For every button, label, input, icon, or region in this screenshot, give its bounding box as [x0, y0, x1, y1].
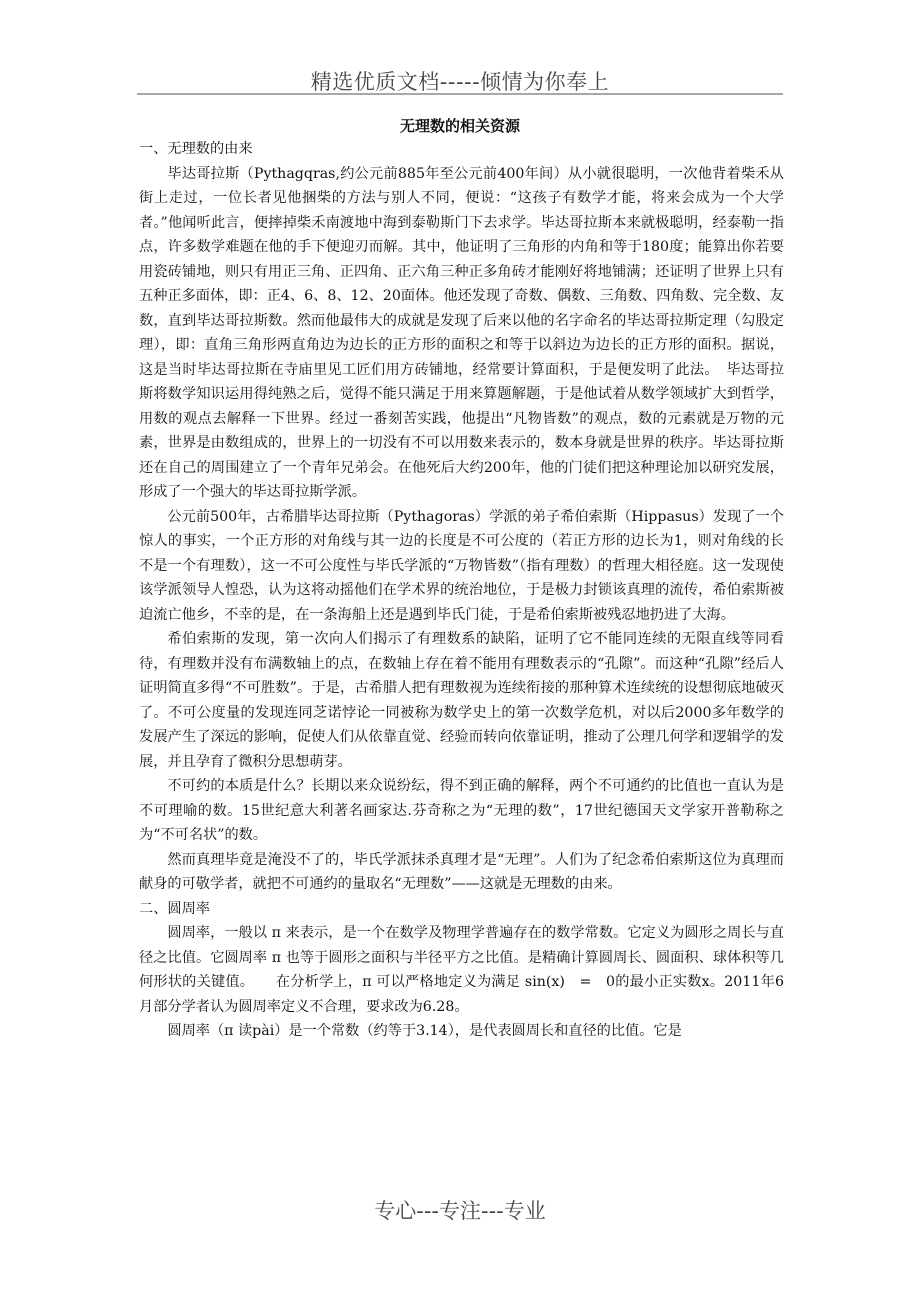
- paragraph: 希伯索斯的发现，第一次向人们揭示了有理数系的缺陷，证明了它不能同连续的无限直线等同看待，有理数并没有布满数轴上的点，在数轴上存在着不能用有理数表示的“孔隙”。而这种“孔隙”经后人证明简直多得“不可胜数”。于是，古希腊人把有理数视为连续衔接的那种算术连续统的设想彻底地破灭了。不可公度量的发现连同芝诺悖论一同被称为数学史上的第一次数学危机，对以后2000多年数学的发展产生了深远的影响，促使人们从依靠直觉、经验而转向依靠证明，推动了公理几何学和逻辑学的发展，并且孕育了微积分思想萌芽。: [139, 631, 784, 770]
- section-heading-origin: 一、无理数的由来: [139, 141, 253, 157]
- header-divider: [137, 93, 783, 95]
- page-footer: 专心---专注---专业: [374, 1199, 546, 1223]
- section-heading-pi: 二、圆周率: [139, 900, 210, 917]
- document-body: [139, 137, 784, 1044]
- paragraph: 公元前500年，古希腊毕达哥拉斯（Pythagoras）学派的弟子希伯索斯（Hippasus）发现了一个惊人的事实，一个正方形的对角线与其一边的长度是不可公度的（若正方形的边长为1，则对角线的长不是一个有理数），这一不可公度性与毕氏学派的“万物皆数”（指有理数）的哲理大相径庭。这一发现使该学派领导人惶恐，认为这将动摇他们在学术界的统治地位，于是极力封锁该真理的流传，希伯索斯被迫流亡他乡，不幸的是，在一条海船上还是遇到毕氏门徒，于是希伯索斯被残忍地扔进了大海。: [139, 508, 784, 623]
- document-title: 无理数的相关资源: [399, 117, 520, 135]
- paragraph: 毕达哥拉斯（Pythagqras,约公元前885年至公元前400年间）从小就很聪明，一次他背着柴禾从街上走过，一位长者见他捆柴的方法与别人不同，便说：“这孩子有数学才能，将来会成为一个大学者。”他闻听此言，便摔掉柴禾南渡地中海到泰勒斯门下去求学。毕达哥拉斯本来就极聪明，经泰勒一指点，许多数学难题在他的手下便迎刃而解。其中，他证明了三角形的内角和等于180度；能算出你若要用瓷砖铺地，则只有用正三角、正四角、正六角三种正多角砖才能刚好将地铺满；还证明了世界上只有五种正多面体，即：正4、6、8、12、20面体。他还发现了奇数、偶数、三角数、四角数、完全数、友数，直到毕达哥拉斯数。然而他最伟大的成就是发现了后来以他的名字命名的毕达哥拉斯定理（勾股定理），即：直角三角形两直角边为边长的正方形的面积之和等于以斜边为边长的正方形的面积。据说，这是当时毕达哥拉斯在寺庙里见工匠们用方砖铺地，经常要计算面积，于是便发明了此法。 毕达哥拉斯将数学知识运用得纯熟之后，觉得不能只满足于用来算题解题，于是他试着从数学领域扩大到哲学，用数的观点去解释一下世界。经过一番刻苦实践，他提出“凡物皆数”的观点，数的元素就是万物的元素，世界是由数组成的，世界上的一切没有不可以用数来表示的，数本身就是世界的秩序。毕达哥拉斯还在自己的周围建立了一个青年兄弟会。在他死后大约200年，他的门徒们把这种理论加以研究发展，形成了一个强大的毕达哥拉斯学派。: [139, 165, 784, 500]
- paragraph: 圆周率，一般以 π 来表示，是一个在数学及物理学普遍存在的数学常数。它定义为圆形之周长与直径之比值。它圆周率 π 也等于圆形之面积与半径平方之比值。是精确计算圆周长、圆面积、球体积等几何形状的关键值。 在分析学上，π 可以严格地定义为满足 sin(x) = 0的最小正实数x。2011年6月部分学者认为圆周率定义不合理，要求改为6.28。: [139, 925, 784, 1015]
- page-header: 精选优质文档-----倾情为你奉上: [310, 70, 610, 94]
- paragraph: 不可约的本质是什么？长期以来众说纷纭，得不到正确的解释，两个不可通约的比值也一直认为是不可理喻的数。15世纪意大利著名画家达.芬奇称之为“无理的数”，17世纪德国天文学家开普勒称之为“不可名状”的数。: [139, 778, 784, 843]
- paragraph: 圆周率（π 读pài）是一个常数（约等于3.14），是代表圆周长和直径的比值。它是: [167, 1023, 682, 1039]
- paragraph: 然而真理毕竟是淹没不了的，毕氏学派抹杀真理才是“无理”。人们为了纪念希伯索斯这位为真理而献身的可敬学者，就把不可通约的量取名“无理数”——这就是无理数的由来。: [139, 851, 784, 892]
